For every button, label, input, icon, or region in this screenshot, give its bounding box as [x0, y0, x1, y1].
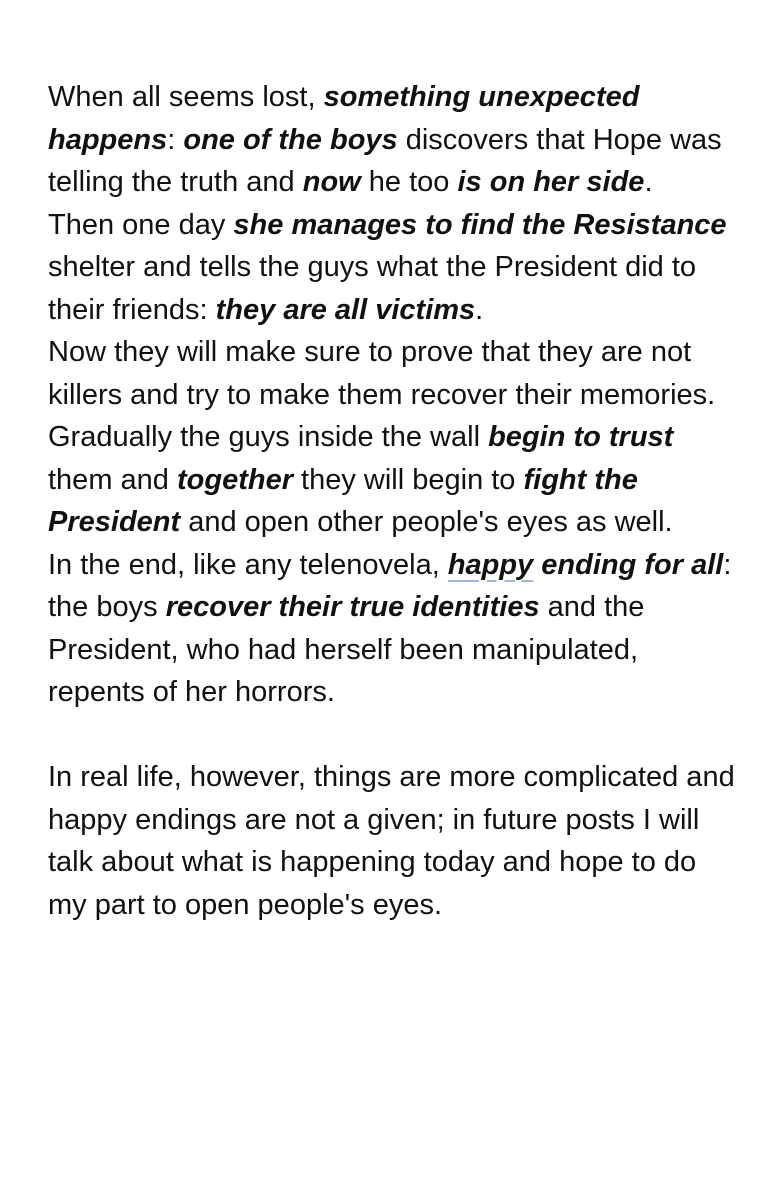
text-run: In the end, like any telenovela, [48, 548, 448, 581]
emphasis: recover their true identities [165, 591, 540, 623]
text-run: In real life, however, things are more complicated and happy endings are not a given; in future posts I will talk about what is happening today and hope to do my part to open people's eyes. [48, 761, 735, 921]
emphasis: together [176, 463, 293, 496]
text-run: : the boys [48, 548, 732, 623]
emphasis: now [302, 166, 361, 198]
text-run: they will begin to [292, 463, 524, 496]
paragraph-1 [48, 76, 738, 204]
text-run: shelter and tells the guys what the President did to their friends: [48, 251, 697, 326]
text-run: Gradually the guys inside the wall [48, 421, 489, 453]
happy-link[interactable]: happy [447, 548, 534, 581]
text-run: and open other people's eyes as well. [180, 506, 673, 538]
text-run: Then one day [48, 208, 234, 241]
text-run: and the President, who had herself been manipulated, repents of her horrors. [48, 591, 645, 708]
emphasis: they are all victims [215, 293, 476, 326]
text-run: : [167, 123, 184, 156]
emphasis: she manages to find the Resistance [233, 208, 727, 241]
article-body [48, 76, 738, 926]
emphasis: begin to trust [488, 421, 674, 453]
paragraph-2 [48, 204, 738, 332]
emphasis: is on her side [457, 166, 645, 198]
emphasis: one of the boys [183, 123, 398, 156]
text-run: Now they will make sure to prove that they are not killers and try to make them recover their memories. [48, 336, 716, 411]
text-run: he too [360, 166, 458, 198]
text-run: them and [48, 463, 177, 496]
paragraph-spacer [48, 714, 738, 757]
paragraph-6 [48, 756, 738, 926]
paragraph-4 [48, 416, 738, 544]
emphasis: fight the President [48, 463, 638, 538]
paragraph-3 [48, 331, 738, 416]
text-run: . [475, 293, 484, 326]
paragraph-5 [48, 544, 738, 714]
emphasis: ending for all [533, 548, 724, 581]
text-run: discovers that Hope was telling the truth and [48, 123, 722, 198]
text-run: When all seems lost, [48, 81, 324, 113]
text-run: . [644, 166, 653, 198]
emphasis: something unexpected happens [48, 81, 640, 156]
